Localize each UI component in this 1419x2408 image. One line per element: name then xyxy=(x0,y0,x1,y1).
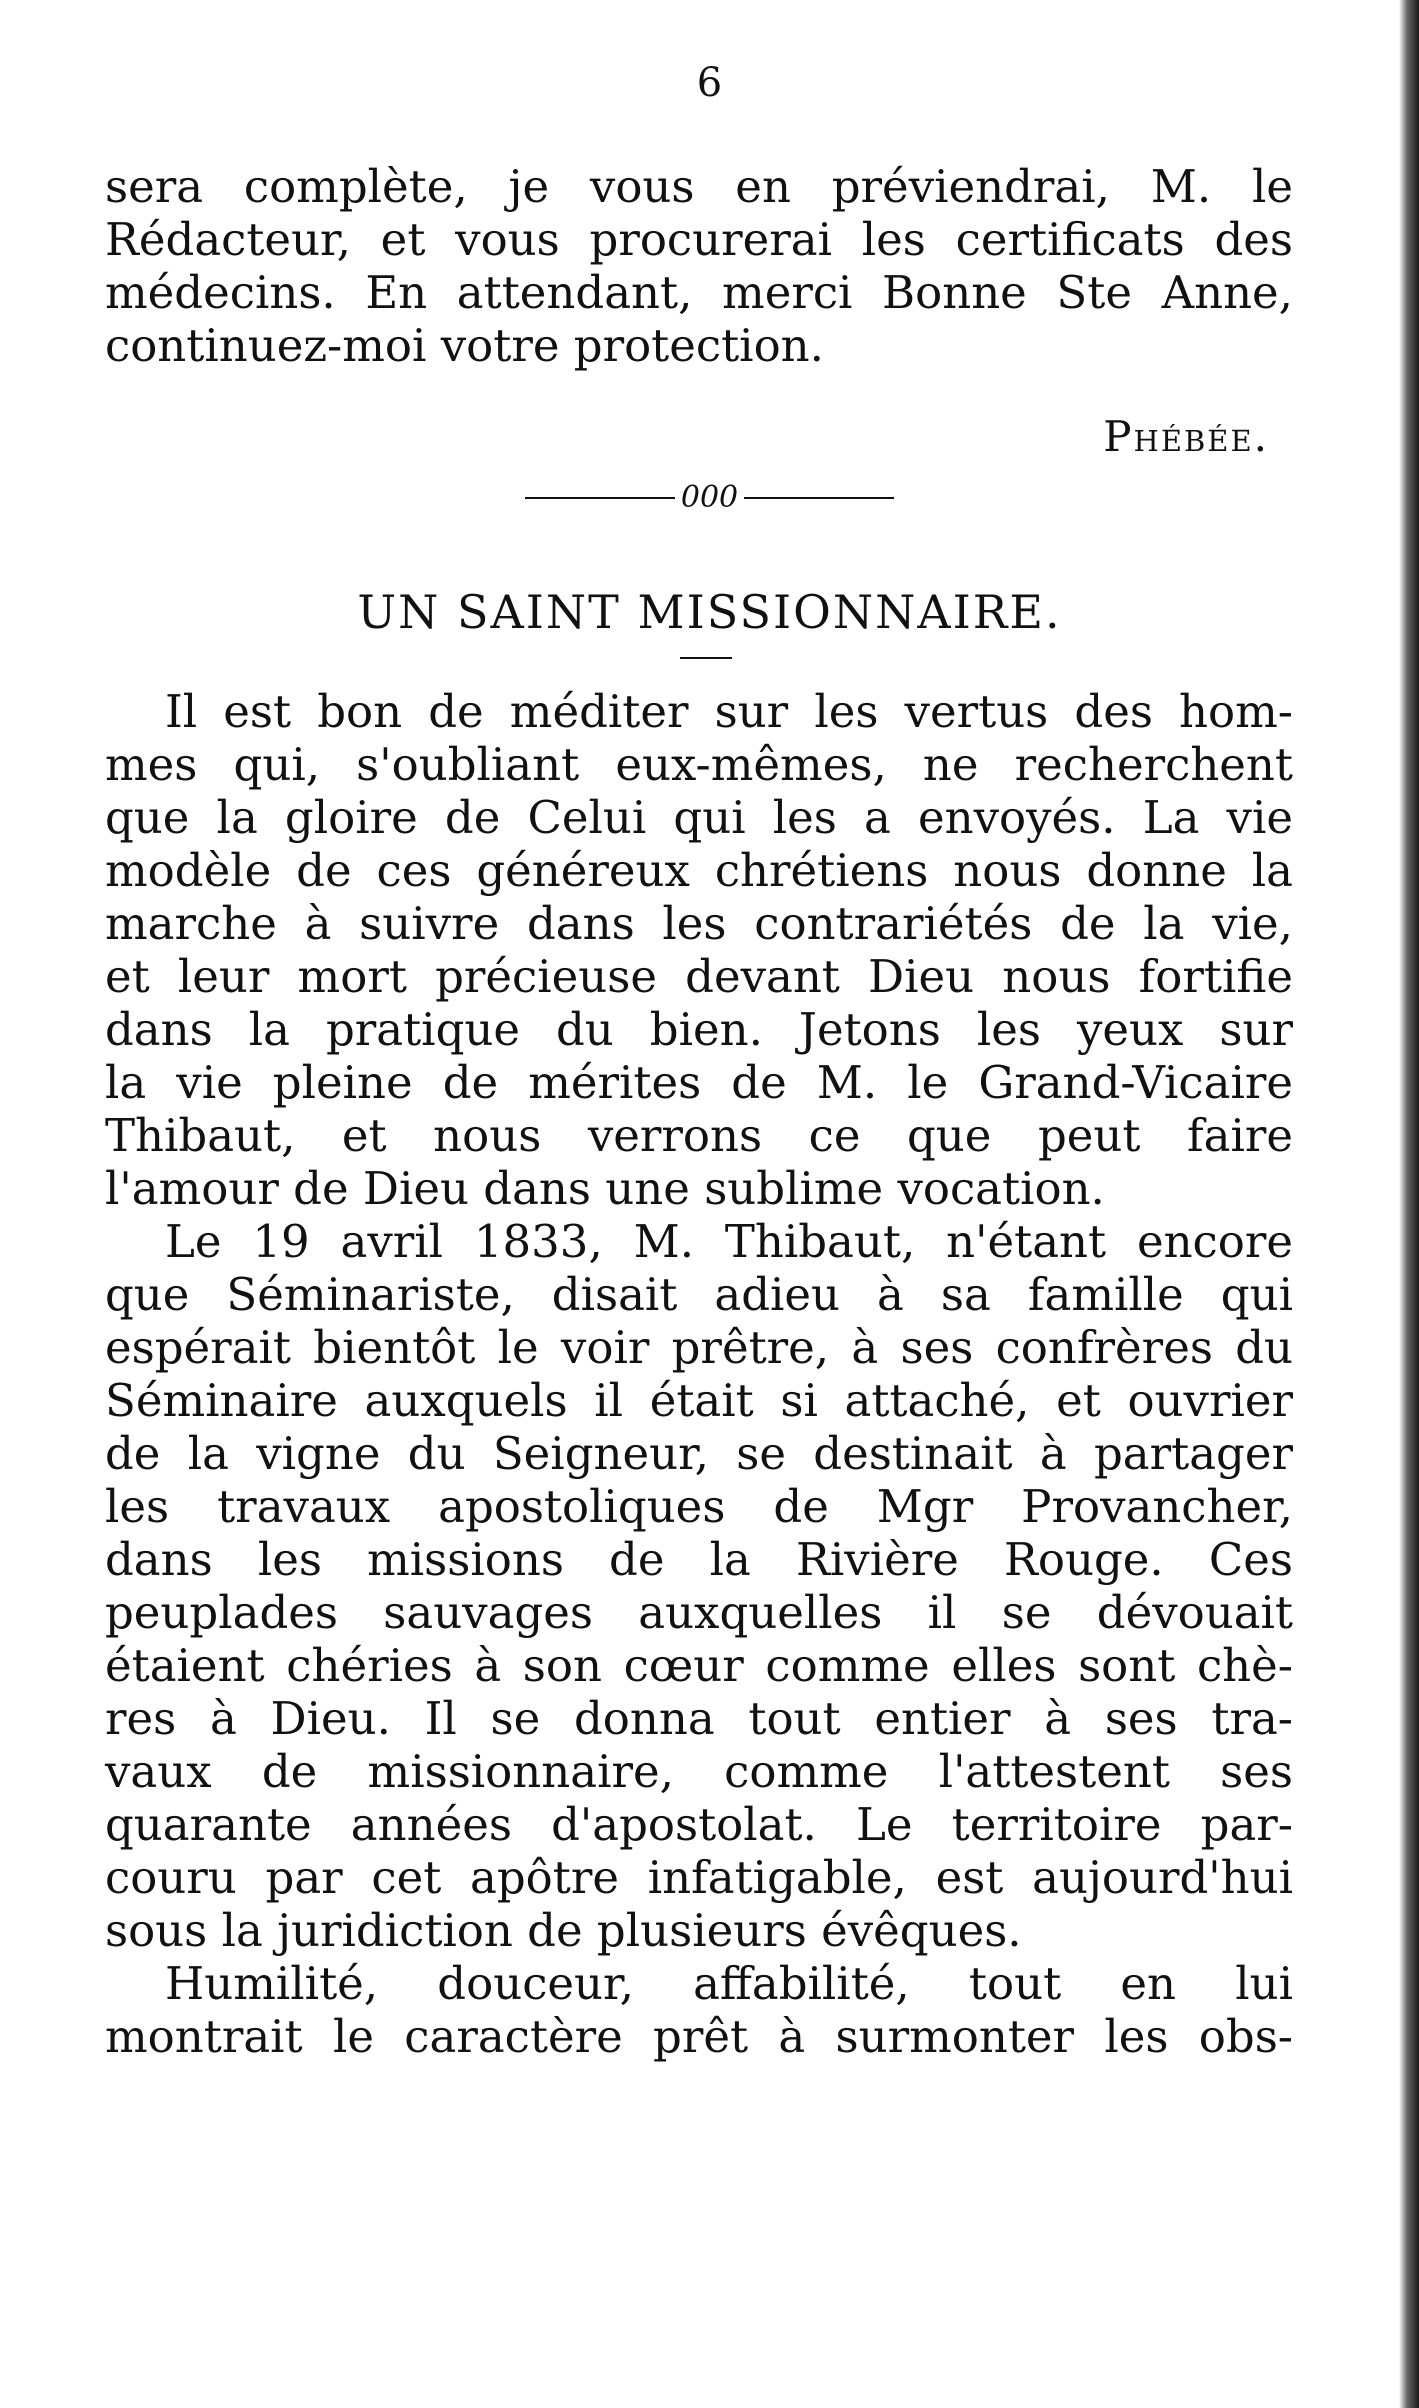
text-line: la vie pleine de mérites de M. le Grand-Vicaire xyxy=(105,1056,1293,1109)
text-line: quarante années d'apostolat. Le territoire par- xyxy=(105,1798,1293,1851)
text-line: étaient chéries à son cœur comme elles sont chè- xyxy=(105,1639,1293,1692)
text-line: sera complète, je vous en préviendrai, M. le xyxy=(105,160,1293,213)
text-line: mes qui, s'oubliant eux-mêmes, ne recherchent xyxy=(105,738,1293,791)
text-line: de la vigne du Seigneur, se destinait à partager xyxy=(105,1427,1293,1480)
text-line: Séminaire auxquels il était si attaché, et ouvrier xyxy=(105,1374,1293,1427)
opening-paragraph xyxy=(105,160,1293,372)
scan-edge-shadow xyxy=(1399,0,1419,2408)
text-line: Il est bon de méditer sur les vertus des hom- xyxy=(165,685,1293,738)
text-line: modèle de ces généreux chrétiens nous donne la xyxy=(105,844,1293,897)
text-line: res à Dieu. Il se donna tout entier à ses tra- xyxy=(105,1692,1293,1745)
text-line: peuplades sauvages auxquelles il se dévouait xyxy=(105,1586,1293,1639)
section-separator xyxy=(0,480,1419,515)
text-line: Thibaut, et nous verrons ce que peut faire xyxy=(105,1109,1293,1162)
separator-text: 000 xyxy=(680,480,739,515)
text-line: montrait le caractère prêt à surmonter les obs- xyxy=(105,2010,1293,2063)
signature: Phébée. xyxy=(1103,412,1269,461)
text-line: les travaux apostoliques de Mgr Provancher, xyxy=(105,1480,1293,1533)
text-line: que la gloire de Celui qui les a envoyés. La vie xyxy=(105,791,1293,844)
text-line: Le 19 avril 1833, M. Thibaut, n'étant encore xyxy=(165,1215,1293,1268)
title-dash xyxy=(680,657,732,659)
text-line: dans la pratique du bien. Jetons les yeux sur xyxy=(105,1003,1293,1056)
separator-rule-left xyxy=(525,497,675,499)
text-line: espérait bientôt le voir prêtre, à ses confrères du xyxy=(105,1321,1293,1374)
text-line: continuez-moi votre protection. xyxy=(105,319,824,372)
text-line: Humilité, douceur, affabilité, tout en lui xyxy=(165,1957,1293,2010)
article-body xyxy=(105,685,1293,2063)
text-line: sous la juridiction de plusieurs évêques. xyxy=(105,1904,1022,1957)
text-line: et leur mort précieuse devant Dieu nous fortifie xyxy=(105,950,1293,1003)
text-line: couru par cet apôtre infatigable, est aujourd'hui xyxy=(105,1851,1293,1904)
text-line: médecins. En attendant, merci Bonne Ste Anne, xyxy=(105,266,1293,319)
text-line: marche à suivre dans les contrariétés de la vie, xyxy=(105,897,1293,950)
section-title: UN SAINT MISSIONNAIRE. xyxy=(357,585,1062,639)
text-line: que Séminariste, disait adieu à sa famille qui xyxy=(105,1268,1293,1321)
text-line: dans les missions de la Rivière Rouge. Ces xyxy=(105,1533,1293,1586)
separator-rule-right xyxy=(744,497,894,499)
text-line: vaux de missionnaire, comme l'attestent ses xyxy=(105,1745,1293,1798)
page-number: 6 xyxy=(696,60,723,106)
text-line: l'amour de Dieu dans une sublime vocation. xyxy=(105,1162,1105,1215)
text-line: Rédacteur, et vous procurerai les certificats des xyxy=(105,213,1293,266)
